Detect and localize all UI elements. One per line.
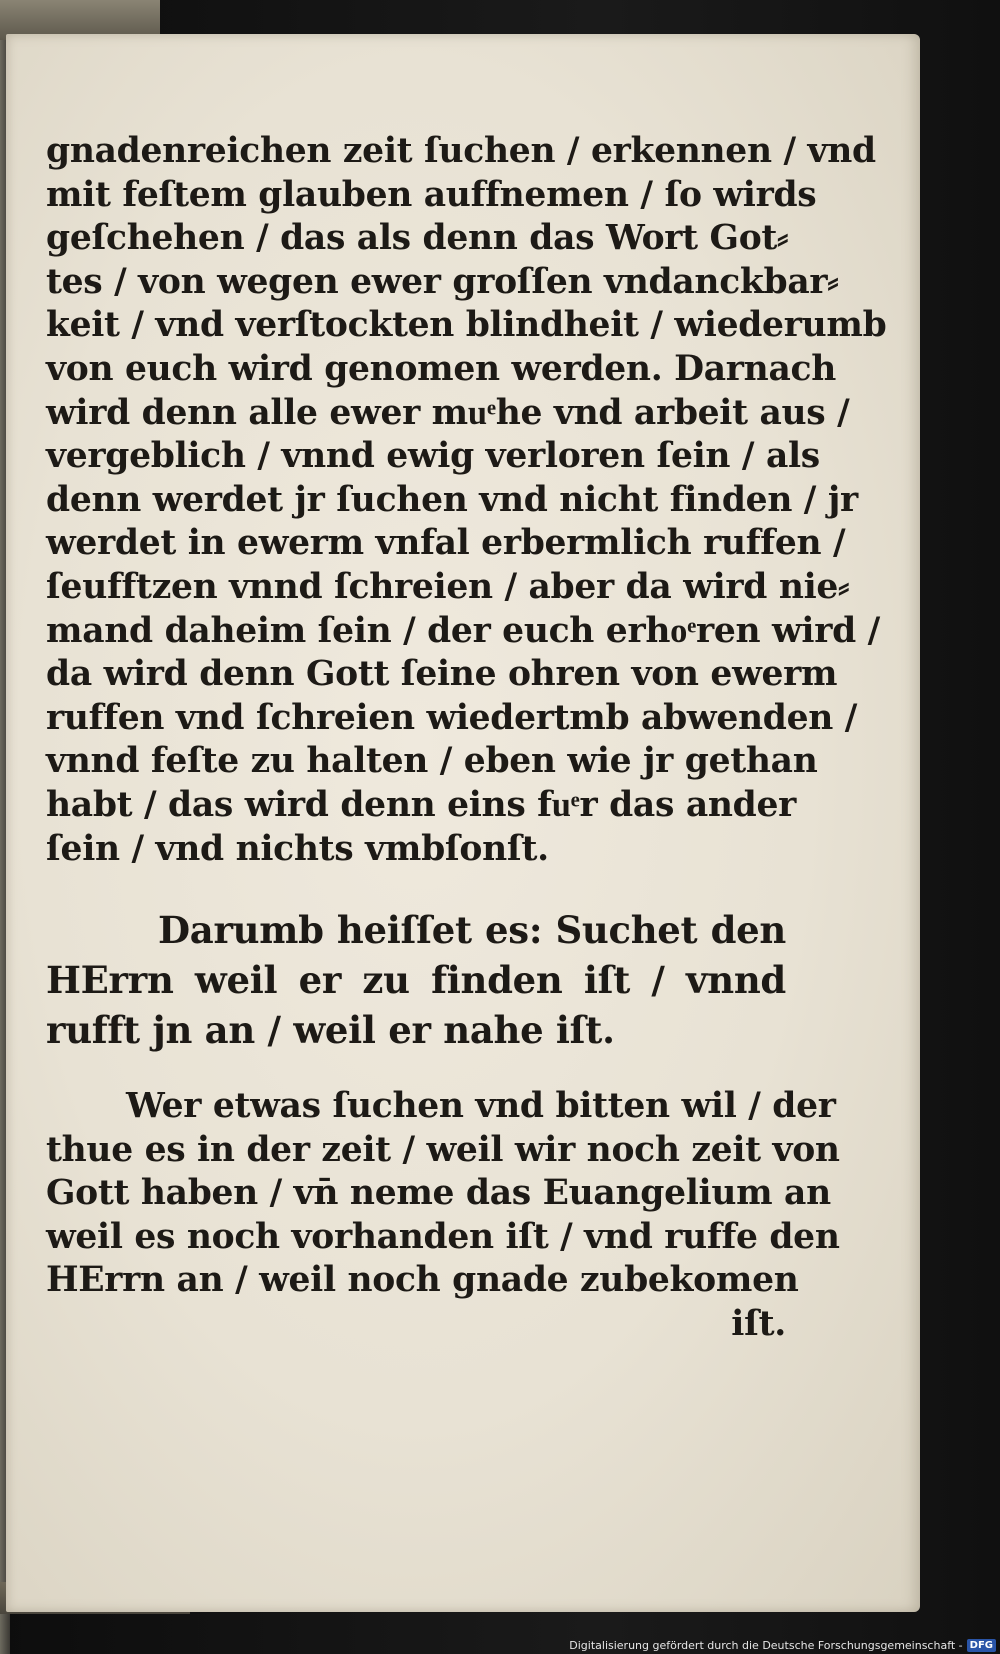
- text-line: vnnd feſte zu halten / eben wie jr gethan: [46, 741, 818, 782]
- page-text: [46, 130, 887, 1347]
- text-line: mand daheim ſein / der euch erhoͤren wird /: [46, 610, 880, 651]
- text-line: tes / von wegen ewer groſſen vndanckbar⸗: [46, 261, 839, 302]
- text-line: rufft jn an / weil er nahe iſt.: [46, 1008, 615, 1053]
- text-line: thue es in der zeit / weil wir noch zeit von: [46, 1129, 840, 1170]
- text-line: HErrn weil er zu finden iſt / vnnd: [46, 958, 786, 1003]
- text-line: HErrn an / weil noch gnade zubekomen: [46, 1260, 799, 1301]
- text-line: von euch wird genomen werden. Darnach: [46, 348, 836, 389]
- paragraph-2: [46, 905, 786, 1055]
- text-line: mit feſtem glauben auffnemen / ſo wirds: [46, 174, 817, 215]
- text-line: habt / das wird denn eins fuͤr das ander: [46, 784, 797, 825]
- text-line: Darumb heiſſet es: Suchet den: [158, 908, 786, 953]
- text-line: weil es noch vorhanden iſt / vnd ruffe den: [46, 1216, 840, 1257]
- paragraph-3: [46, 1085, 840, 1347]
- book-page: [6, 34, 920, 1612]
- text-line: geſchehen / das als denn das Wort Got⸗: [46, 218, 789, 259]
- text-line: denn werdet jr ſuchen vnd nicht finden / jr: [46, 479, 858, 520]
- text-line: vergeblich / vnnd ewig verloren ſein / als: [46, 436, 820, 477]
- text-line: keit / vnd verſtockten blindheit / wiederumb: [46, 305, 887, 346]
- text-line: ſeufftzen vnnd ſchreien / aber da wird nie⸗: [46, 566, 850, 607]
- credit-text: Digitalisierung gefördert durch die Deutsche Forschungsgemeinschaft -: [569, 1639, 963, 1652]
- dfg-logo: DFG: [967, 1639, 996, 1652]
- text-line: Gott haben / vn̄ neme das Euangelium an: [46, 1173, 831, 1214]
- text-line: ſein / vnd nichts vmbſonſt.: [46, 828, 549, 869]
- text-line: iſt.: [731, 1304, 786, 1345]
- text-line: wird denn alle ewer muͤhe vnd arbeit aus /: [46, 392, 850, 433]
- text-line: gnadenreichen zeit ſuchen / erkennen / vnd: [46, 131, 876, 171]
- digitization-credit: [569, 1639, 996, 1652]
- text-line: Wer etwas ſuchen vnd bitten wil / der: [126, 1086, 836, 1127]
- text-line: da wird denn Gott ſeine ohren von ewerm: [46, 654, 838, 695]
- paragraph-1: [46, 130, 887, 871]
- text-line: werdet in ewerm vnfal erbermlich ruffen /: [46, 523, 846, 564]
- text-line: ruffen vnd ſchreien wiedertmb abwenden /: [46, 697, 858, 738]
